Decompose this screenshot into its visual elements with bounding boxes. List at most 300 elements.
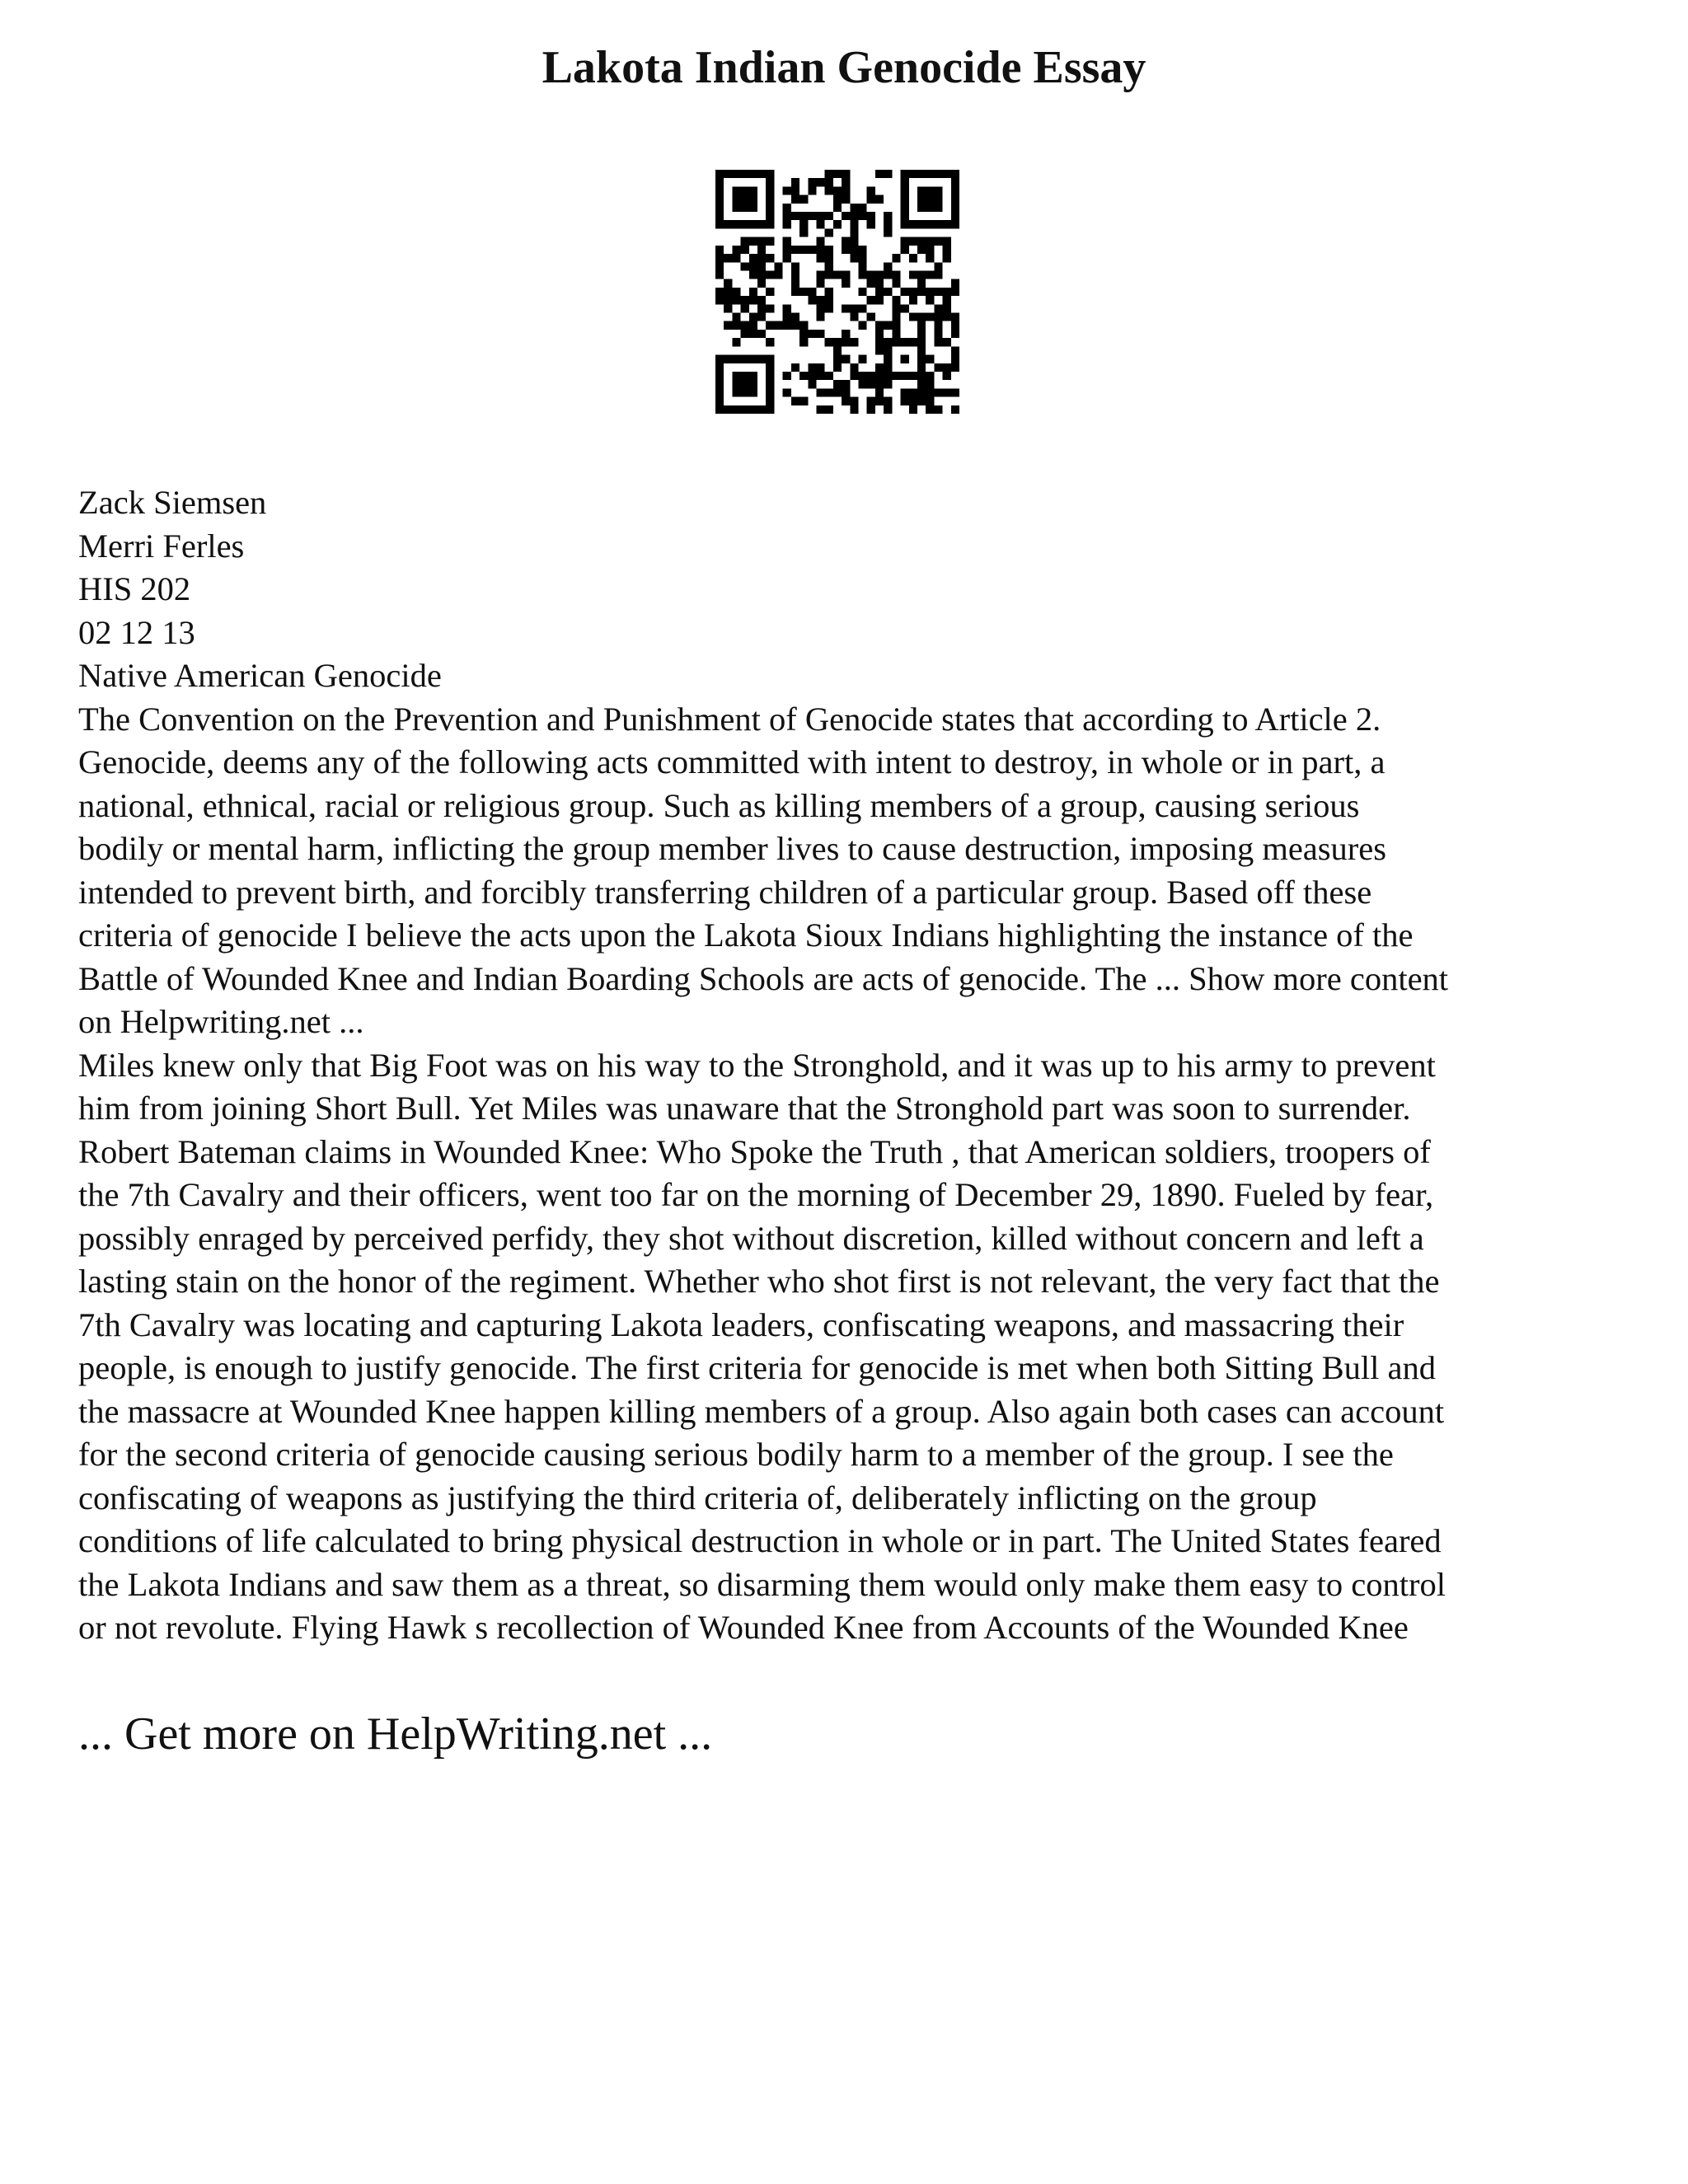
qr-module: [884, 170, 892, 178]
qr-module: [741, 195, 749, 204]
qr-module: [926, 380, 934, 388]
qr-module: [926, 254, 934, 262]
qr-module: [816, 270, 824, 279]
qr-module: [859, 204, 867, 212]
qr-module: [783, 313, 791, 321]
qr-module: [926, 270, 934, 279]
qr-module: [926, 313, 934, 321]
qr-module: [859, 304, 867, 312]
qr-module: [934, 304, 942, 312]
qr-module: [892, 254, 900, 262]
qr-module: [951, 330, 959, 338]
qr-module: [901, 246, 909, 254]
qr-module: [766, 338, 774, 346]
qr-module: [766, 204, 774, 212]
qr-module: [825, 212, 833, 220]
paragraph-line: him from joining Short Bull. Yet Miles was unaware that the Stronghold part was soon to surrender.: [78, 1090, 1411, 1127]
paragraph-line: confiscating of weapons as justifying the third criteria of, deliberately inflicting on the group: [78, 1479, 1317, 1516]
qr-module: [732, 313, 740, 321]
qr-module: [859, 355, 867, 363]
qr-module: [766, 254, 774, 262]
qr-module: [884, 372, 892, 380]
qr-module: [917, 355, 926, 363]
qr-module: [926, 288, 934, 296]
qr-module: [859, 246, 867, 254]
qr-module: [850, 237, 858, 246]
qr-module: [917, 220, 926, 228]
paragraph-line: or not revolute. Flying Hawk s recollection of Wounded Knee from Accounts of the Wounded Knee: [78, 1609, 1409, 1646]
qr-module: [715, 372, 724, 380]
qr-module: [715, 212, 724, 220]
paragraph-line: the massacre at Wounded Knee happen killing members of a group. Also again both cases can account: [78, 1392, 1445, 1430]
instructor-name: Merri Ferles: [78, 527, 245, 565]
qr-module: [943, 220, 951, 228]
qr-module: [901, 220, 909, 228]
qr-module: [917, 380, 926, 388]
qr-module: [783, 246, 791, 254]
paragraph-line: The Convention on the Prevention and Punishment of Genocide states that according to Article 2.: [78, 700, 1381, 738]
qr-module: [816, 313, 824, 321]
qr-module: [749, 372, 757, 380]
qr-module: [901, 178, 909, 186]
paragraph-line: conditions of life calculated to bring physical destruction in whole or in part. The United States feared: [78, 1522, 1442, 1559]
qr-module: [783, 212, 791, 220]
qr-module: [951, 186, 959, 194]
qr-module: [833, 338, 842, 346]
qr-module: [783, 186, 791, 194]
qr-module: [749, 296, 757, 304]
qr-module: [808, 380, 816, 388]
paragraph-line: lasting stain on the honor of the regiment. Whether who shot first is not relevant, the very fact that the: [78, 1263, 1440, 1300]
qr-module: [757, 330, 766, 338]
qr-module: [934, 262, 942, 270]
qr-module: [943, 246, 951, 254]
qr-module: [926, 186, 934, 194]
qr-module: [917, 279, 926, 288]
qr-module: [909, 254, 917, 262]
qr-module: [917, 363, 926, 372]
qr-module: [766, 405, 774, 414]
qr-module: [766, 363, 774, 372]
qr-module: [715, 270, 724, 279]
qr-module: [825, 228, 833, 237]
qr-module: [934, 237, 942, 246]
qr-module: [842, 237, 850, 246]
qr-module: [749, 204, 757, 212]
qr-module: [741, 170, 749, 178]
page-title: Lakota Indian Genocide Essay: [542, 42, 1146, 93]
qr-module: [934, 388, 942, 396]
qr-module: [791, 270, 799, 279]
qr-module: [901, 186, 909, 194]
qr-module: [766, 372, 774, 380]
qr-module: [901, 338, 909, 346]
qr-module: [757, 279, 766, 288]
qr-module: [741, 372, 749, 380]
qr-module: [859, 254, 867, 262]
qr-module: [867, 313, 875, 321]
essay-date: 02 12 13: [78, 613, 195, 651]
qr-module: [934, 270, 942, 279]
qr-module: [909, 288, 917, 296]
qr-module: [901, 355, 909, 363]
essay-body: [78, 481, 1620, 1650]
qr-module: [926, 237, 934, 246]
qr-module: [951, 355, 959, 363]
qr-module: [842, 355, 850, 363]
qr-module: [833, 186, 842, 194]
qr-module: [741, 405, 749, 414]
qr-module: [833, 220, 842, 228]
qr-module: [732, 254, 740, 262]
qr-module: [724, 170, 732, 178]
qr-module: [875, 397, 884, 405]
qr-module: [850, 220, 858, 228]
qr-module: [766, 178, 774, 186]
get-more-link[interactable]: ... Get more on HelpWriting.net ...: [78, 1708, 713, 1760]
qr-module: [715, 397, 724, 405]
qr-module: [926, 204, 934, 212]
qr-module: [715, 262, 724, 270]
paragraph-line: intended to prevent birth, and forcibly transferring children of a particular group. Based off these: [78, 873, 1372, 911]
qr-module: [833, 363, 842, 372]
qr-module: [783, 372, 791, 380]
qr-module: [875, 388, 884, 396]
qr-module: [901, 195, 909, 204]
qr-module: [892, 313, 900, 321]
qr-module: [850, 246, 858, 254]
qr-module: [892, 304, 900, 312]
qr-module: [741, 388, 749, 396]
qr-module: [715, 204, 724, 212]
qr-module: [833, 388, 842, 396]
paragraph-line: national, ethnical, racial or religious group. Such as killing members of a group, causing serious: [78, 786, 1360, 824]
qr-module: [791, 246, 799, 254]
qr-module: [859, 372, 867, 380]
qr-module: [816, 279, 824, 288]
qr-module: [715, 170, 724, 178]
qr-module: [808, 296, 816, 304]
qr-module: [833, 346, 842, 354]
qr-module: [749, 321, 757, 330]
qr-module: [816, 178, 824, 186]
qr-module: [875, 170, 884, 178]
paragraph-line: the Lakota Indians and saw them as a threat, so disarming them would only make them easy to control: [78, 1565, 1446, 1603]
qr-module: [732, 355, 740, 363]
qr-module: [875, 346, 884, 354]
qr-module: [875, 270, 884, 279]
paragraph-line: bodily or mental harm, inflicting the group member lives to cause destruction, imposing measures: [78, 830, 1387, 867]
qr-module: [934, 405, 942, 414]
qr-module: [934, 186, 942, 194]
paragraph-line: Robert Bateman claims in Wounded Knee: Who Spoke the Truth , that American soldiers, troopers of: [78, 1132, 1431, 1170]
qr-module: [799, 330, 808, 338]
qr-module: [884, 380, 892, 388]
qr-module: [943, 288, 951, 296]
qr-module: [909, 405, 917, 414]
qr-module: [917, 204, 926, 212]
qr-module: [850, 204, 858, 212]
qr-module: [884, 338, 892, 346]
qr-module: [783, 237, 791, 246]
qr-module: [884, 262, 892, 270]
qr-module: [808, 288, 816, 296]
qr-module: [724, 304, 732, 312]
qr-module: [715, 178, 724, 186]
qr-module: [892, 330, 900, 338]
qr-module: [926, 405, 934, 414]
qr-module: [749, 405, 757, 414]
qr-module: [808, 186, 816, 194]
qr-module: [791, 321, 799, 330]
qr-module: [850, 338, 858, 346]
qr-module: [943, 304, 951, 312]
qr-module: [867, 380, 875, 388]
qr-module: [799, 372, 808, 380]
qr-module: [715, 363, 724, 372]
qr-module: [909, 397, 917, 405]
qr-module: [926, 388, 934, 396]
qr-module: [749, 186, 757, 194]
qr-module: [901, 170, 909, 178]
course-code: HIS 202: [78, 570, 191, 607]
qr-module: [917, 170, 926, 178]
qr-module: [842, 170, 850, 178]
qr-module: [825, 304, 833, 312]
qr-module: [749, 288, 757, 296]
qr-module: [867, 405, 875, 414]
qr-module: [766, 212, 774, 220]
qr-module: [749, 355, 757, 363]
qr-module: [951, 405, 959, 414]
qr-module: [842, 338, 850, 346]
qr-module: [715, 246, 724, 254]
paragraph-line: people, is enough to justify genocide. The first criteria for genocide is met when both Sitting Bull and: [78, 1349, 1437, 1386]
qr-module: [909, 388, 917, 396]
qr-module: [850, 363, 858, 372]
qr-module: [875, 338, 884, 346]
qr-module: [766, 304, 774, 312]
qr-module: [917, 397, 926, 405]
qr-module: [951, 321, 959, 330]
qr-module: [799, 212, 808, 220]
qr-module: [917, 330, 926, 338]
qr-module: [951, 212, 959, 220]
qr-module: [766, 220, 774, 228]
qr-module: [766, 186, 774, 194]
qr-module: [749, 330, 757, 338]
qr-module: [825, 372, 833, 380]
qr-module: [825, 388, 833, 396]
qr-module: [799, 288, 808, 296]
qr-module: [757, 355, 766, 363]
qr-module: [951, 388, 959, 396]
qr-module: [732, 321, 740, 330]
qr-module: [951, 204, 959, 212]
qr-module: [934, 204, 942, 212]
qr-module: [867, 186, 875, 194]
paragraph-line: possibly enraged by perceived perfidy, they shot without discretion, killed without concern and left a: [78, 1219, 1424, 1257]
qr-module: [884, 397, 892, 405]
qr-module: [791, 363, 799, 372]
qr-module: [749, 220, 757, 228]
qr-module: [741, 296, 749, 304]
qr-module: [724, 405, 732, 414]
qr-module: [833, 170, 842, 178]
qr-module: [766, 380, 774, 388]
qr-module: [917, 321, 926, 330]
qr-module: [833, 355, 842, 363]
qr-module: [934, 288, 942, 296]
qr-module: [791, 178, 799, 186]
paragraph-line: on Helpwriting.net ...: [78, 1003, 364, 1040]
qr-module: [909, 296, 917, 304]
qr-module: [934, 313, 942, 321]
qr-module: [741, 237, 749, 246]
qr-module: [816, 388, 824, 396]
qr-module: [816, 363, 824, 372]
qr-module: [917, 186, 926, 194]
qr-module: [917, 246, 926, 254]
qr-module: [732, 338, 740, 346]
qr-module: [749, 170, 757, 178]
qr-module: [808, 330, 816, 338]
qr-module: [934, 338, 942, 346]
qr-module: [892, 270, 900, 279]
qr-module: [766, 388, 774, 396]
qr-module: [816, 304, 824, 312]
qr-module: [791, 397, 799, 405]
qr-module: [850, 228, 858, 237]
qr-module: [732, 288, 740, 296]
qr-module: [859, 380, 867, 388]
qr-module: [749, 237, 757, 246]
qr-module: [715, 380, 724, 388]
qr-module: [808, 372, 816, 380]
qr-module: [951, 313, 959, 321]
qr-module: [833, 270, 842, 279]
qr-module: [875, 330, 884, 338]
qr-module: [724, 220, 732, 228]
qr-module: [892, 321, 900, 330]
qr-module: [732, 220, 740, 228]
qr-module: [859, 321, 867, 330]
qr-module: [875, 279, 884, 288]
qr-module: [934, 220, 942, 228]
qr-module: [757, 296, 766, 304]
qr-module: [741, 355, 749, 363]
qr-module: [951, 195, 959, 204]
qr-module: [901, 397, 909, 405]
qr-module: [842, 246, 850, 254]
qr-module: [808, 363, 816, 372]
qr-module: [934, 321, 942, 330]
qr-module: [749, 262, 757, 270]
qr-module: [901, 204, 909, 212]
qr-module: [934, 170, 942, 178]
qr-module: [799, 228, 808, 237]
qr-module: [875, 321, 884, 330]
qr-module: [943, 254, 951, 262]
qr-module: [757, 270, 766, 279]
qr-module: [783, 220, 791, 228]
qr-module: [732, 170, 740, 178]
qr-module: [757, 304, 766, 312]
qr-module: [875, 195, 884, 204]
qr-module: [783, 204, 791, 212]
qr-module: [842, 304, 850, 312]
qr-module: [951, 279, 959, 288]
qr-module: [875, 380, 884, 388]
qr-module: [766, 270, 774, 279]
qr-module: [901, 212, 909, 220]
qr-module: [741, 321, 749, 330]
qr-module: [901, 304, 909, 312]
qr-module: [783, 321, 791, 330]
qr-module: [766, 195, 774, 204]
qr-module: [825, 254, 833, 262]
qr-module: [766, 170, 774, 178]
qr-module: [901, 372, 909, 380]
qr-module: [850, 313, 858, 321]
qr-module: [799, 397, 808, 405]
qr-module: [732, 380, 740, 388]
qr-module: [867, 195, 875, 204]
qr-module: [842, 397, 850, 405]
qr-module: [884, 405, 892, 414]
qr-module: [850, 397, 858, 405]
qr-module: [741, 262, 749, 270]
qr-module: [715, 195, 724, 204]
qr-module: [741, 246, 749, 254]
qr-module: [917, 270, 926, 279]
qr-module: [724, 321, 732, 330]
qr-module: [859, 262, 867, 270]
qr-module: [732, 372, 740, 380]
qr-module: [825, 170, 833, 178]
qr-module: [808, 178, 816, 186]
qr-module: [951, 170, 959, 178]
qr-module: [909, 372, 917, 380]
qr-module: [732, 195, 740, 204]
qr-module: [808, 246, 816, 254]
qr-module: [917, 338, 926, 346]
qr-module: [884, 288, 892, 296]
paragraph-line: criteria of genocide I believe the acts upon the Lakota Sioux Indians highlighting the instance of the: [78, 916, 1414, 954]
qr-module: [867, 397, 875, 405]
qr-module: [884, 346, 892, 354]
qr-module: [774, 262, 782, 270]
qr-module: [766, 355, 774, 363]
qr-module: [934, 195, 942, 204]
qr-module: [724, 296, 732, 304]
qr-module: [741, 304, 749, 312]
qr-module: [715, 405, 724, 414]
qr-code-icon: [715, 170, 959, 414]
qr-module: [741, 186, 749, 194]
qr-module: [825, 296, 833, 304]
qr-module: [850, 372, 858, 380]
qr-module: [875, 288, 884, 296]
qr-module: [926, 246, 934, 254]
qr-module: [943, 170, 951, 178]
qr-module: [724, 288, 732, 296]
qr-module: [850, 405, 858, 414]
qr-module: [884, 220, 892, 228]
qr-module: [943, 237, 951, 246]
qr-module: [715, 296, 724, 304]
qr-module: [791, 262, 799, 270]
